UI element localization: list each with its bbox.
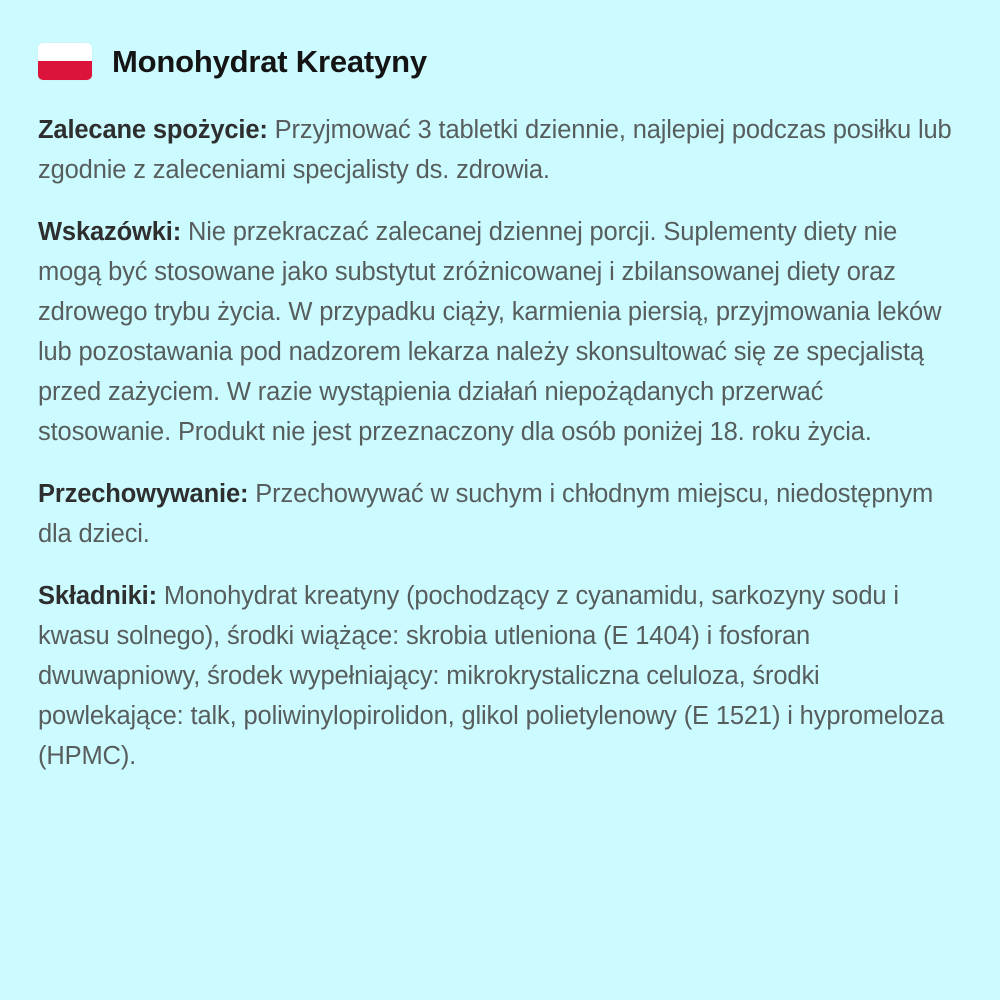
section-ingredients-label: Składniki: [38,582,157,610]
sections-container [38,110,963,776]
flag-band-red [38,61,92,80]
flag-band-white [38,43,92,62]
header [38,38,960,84]
section-storage-label: Przechowywanie: [38,480,249,508]
section-warnings-text: Nie przekraczać zalecanej dziennej porcji. Suplementy diety nie mogą być stosowane jako substytut zróżnicowanej i zbilansowanej diety oraz zdrowego trybu życia. W przypadku ciąży, karmienia piersią, przyjmowania leków lub pozostawania pod nadzorem lekarza należy skonsultować się ze specjalistą przed zażyciem. W razie wystąpienia działań niepożądanych przerwać stosowanie. Produkt nie jest przeznaczony dla osób poniżej 18. roku życia. [38,218,942,446]
poland-flag-icon [38,43,92,80]
page-title: Monohydrat Kreatyny [112,43,427,79]
section-storage [38,474,963,554]
section-dosage [38,110,963,190]
section-ingredients-text: Monohydrat kreatyny (pochodzący z cyanamidu, sarkozyny sodu i kwasu solnego), środki wiążące: skrobia utleniona (E 1404) i fosforan dwuwapniowy, środek wypełniający: mikrokrystaliczna celuloza, środki powlekające: talk, poliwinylopirolidon, glikol polietylenowy (E 1521) i hypromeloza (HPMC). [38,582,945,770]
section-dosage-label: Zalecane spożycie: [38,116,268,144]
section-ingredients [38,576,963,776]
section-storage-text: Przechowywać w suchym i chłodnym miejscu, niedostępnym dla dzieci. [38,480,934,548]
section-dosage-text: Przyjmować 3 tabletki dziennie, najlepiej podczas posiłku lub zgodnie z zaleceniami specjalisty ds. zdrowia. [38,116,952,184]
section-warnings [38,212,963,452]
section-warnings-label: Wskazówki: [38,218,182,246]
